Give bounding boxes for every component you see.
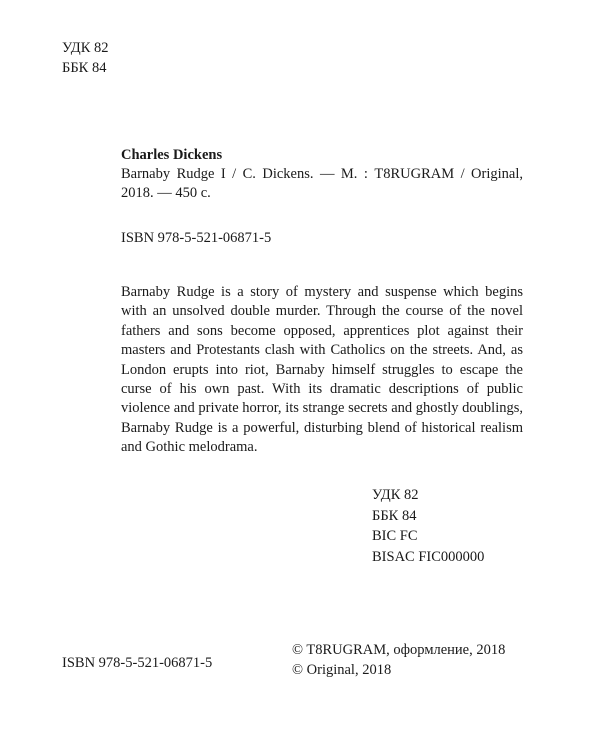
isbn-line: ISBN 978-5-521-06871-5 xyxy=(121,230,272,246)
copyright-publisher: © T8RUGRAM, оформление, 2018 xyxy=(292,642,506,658)
isbn-bottom: ISBN 978-5-521-06871-5 xyxy=(62,655,213,671)
udk-code: УДК 82 xyxy=(62,40,109,56)
author-name: Charles Dickens xyxy=(121,147,223,163)
copyright-original: © Original, 2018 xyxy=(292,662,392,678)
book-description: Barnaby Rudge is a story of mystery and suspense which begins with an unsolved double murder. Through the course of the novel fathers and sons become opposed, apprentices plot against their masters and Protestants clash with Catholics on the streets. And, as London erupts into riot, Barnaby himself struggles to escape the curse of his own past. With its dramatic descriptions of public violence and private horror, its strange secrets and ghostly doublings, Barnaby Rudge is a powerful, disturbing blend of historical realism and Gothic melodrama. xyxy=(121,284,523,456)
top-classification-codes xyxy=(62,38,109,78)
classification-codes xyxy=(372,485,484,567)
bic-code: BIC FC xyxy=(372,528,418,544)
bisac-code: BISAC FIC000000 xyxy=(372,548,485,565)
bbk-code-repeat: ББК 84 xyxy=(372,507,417,524)
bbk-code: ББК 84 xyxy=(62,60,107,76)
copyright-block xyxy=(292,640,505,680)
bibliographic-line: Barnaby Rudge I / C. Dickens. — М. : T8RUGRAM / Original, 2018. — 450 с. xyxy=(121,166,523,202)
udk-code-repeat: УДК 82 xyxy=(372,487,419,503)
